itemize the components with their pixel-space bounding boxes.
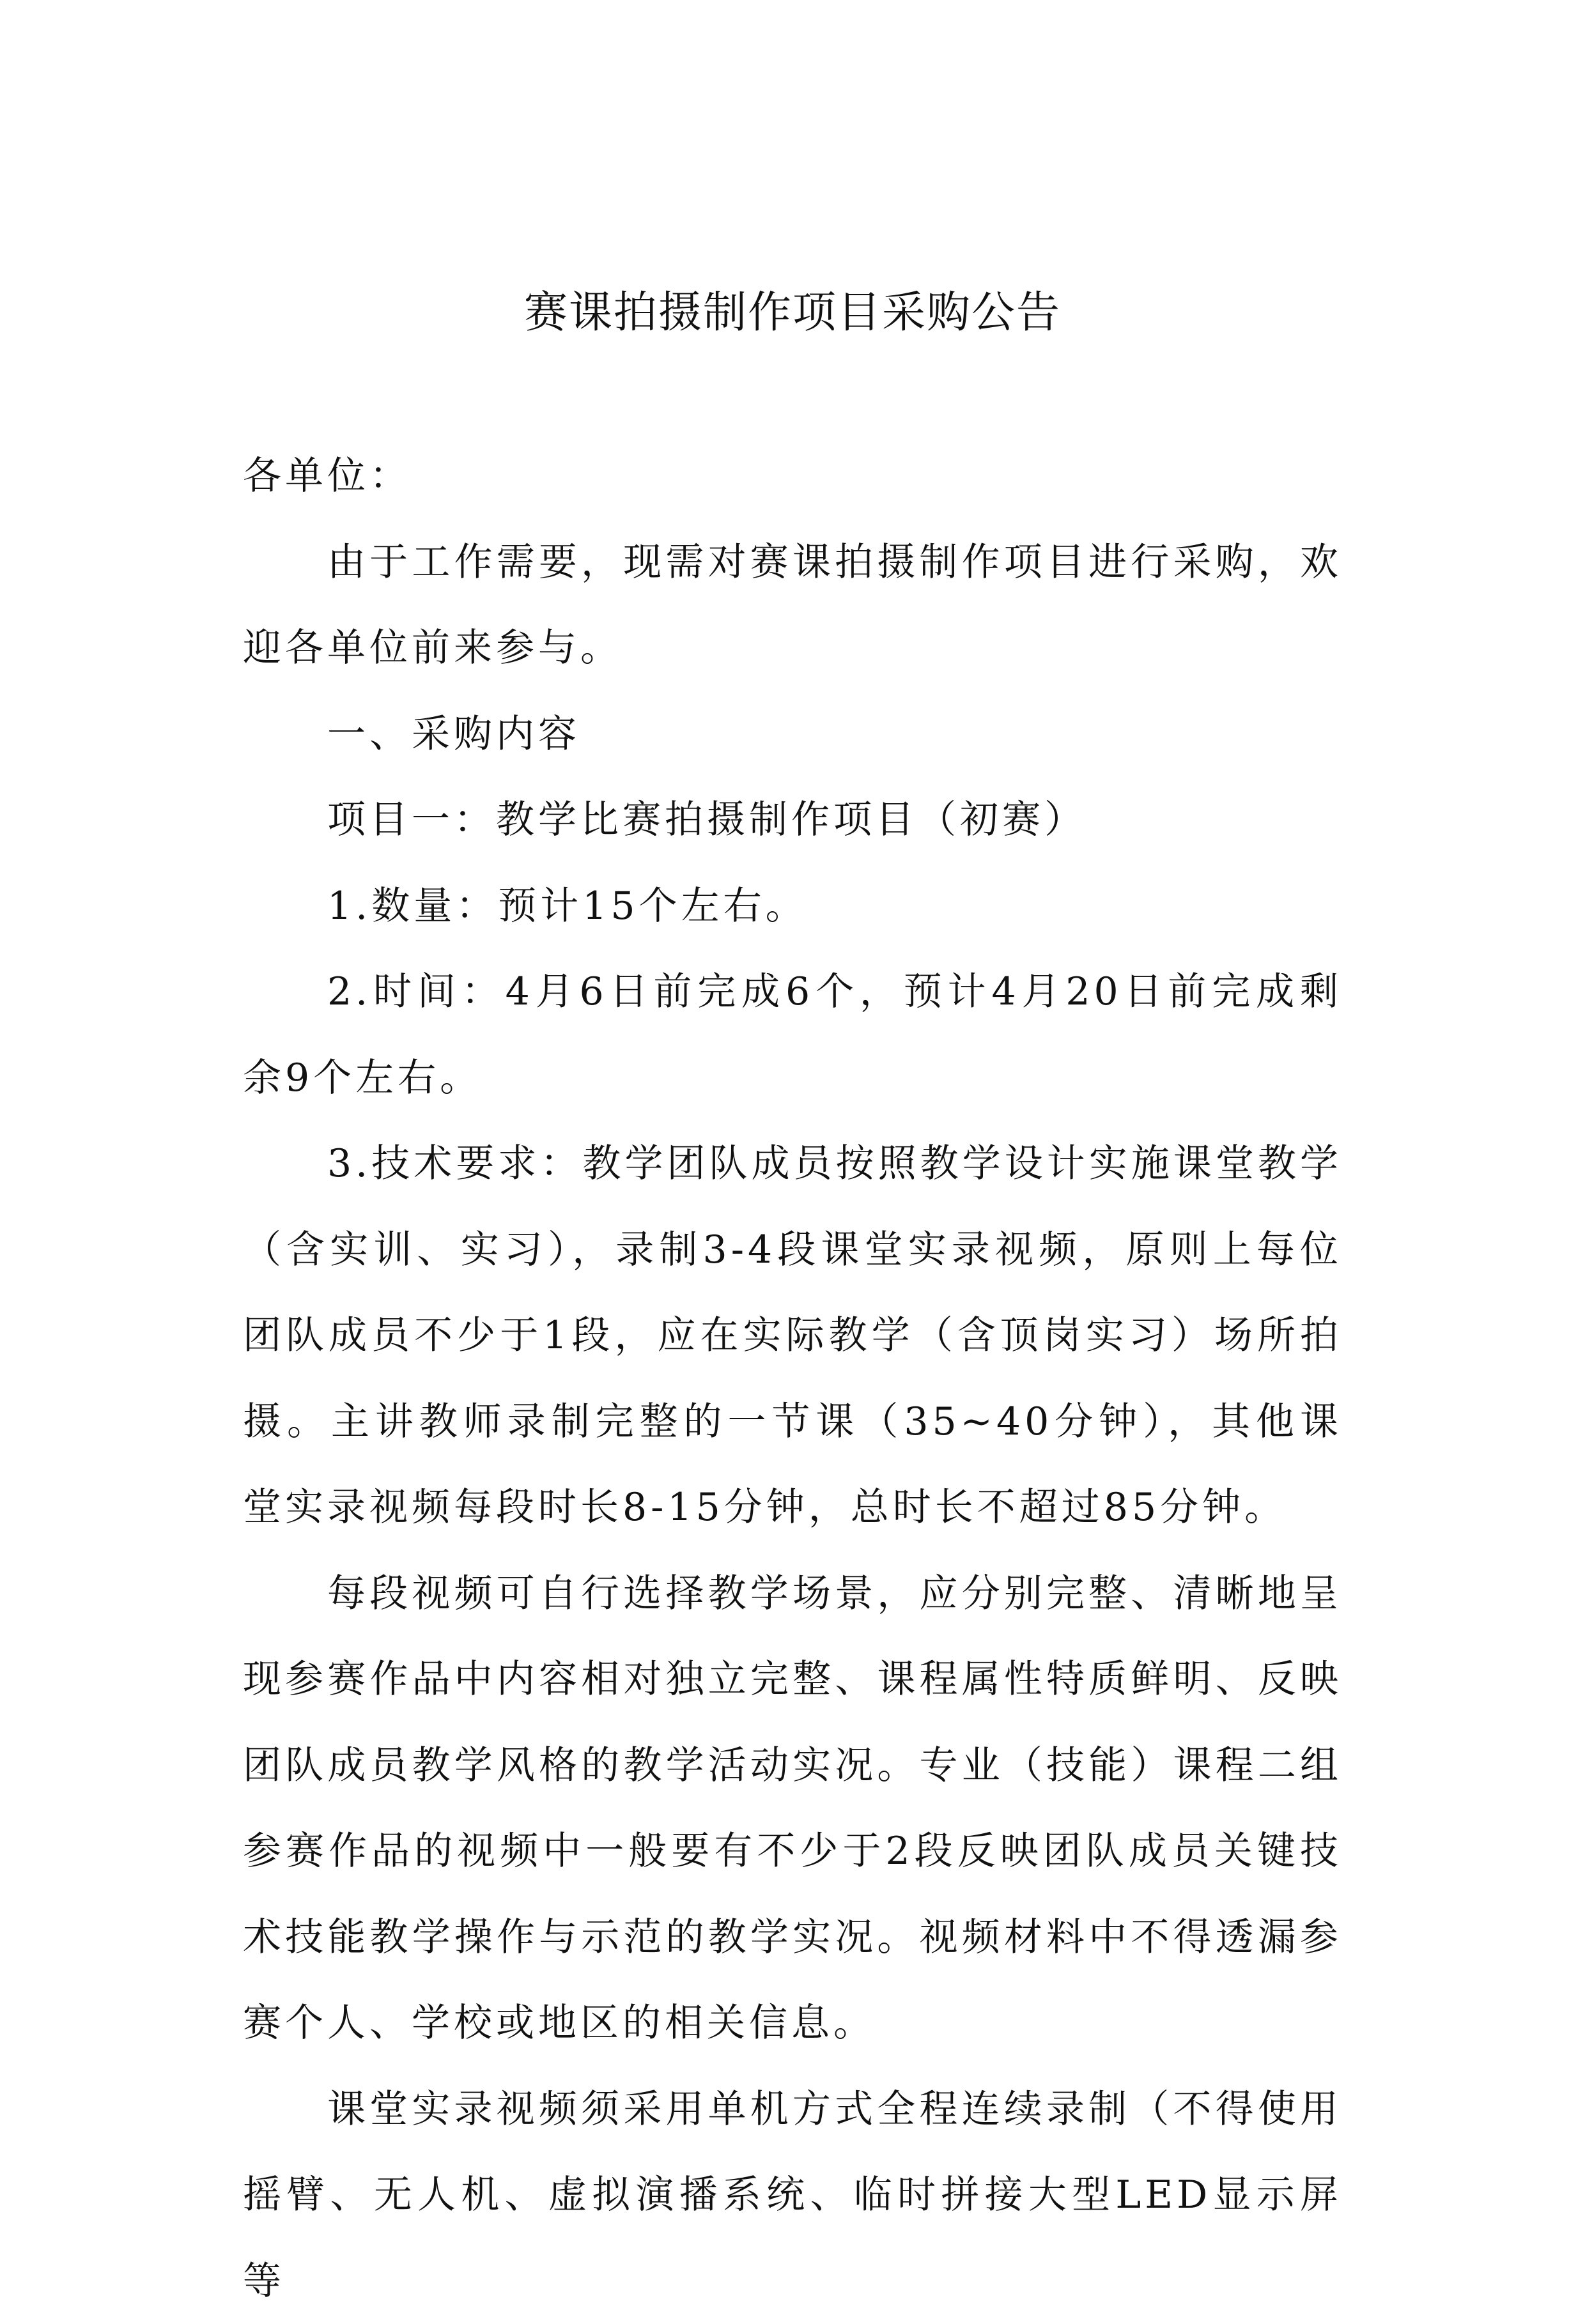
technical-requirements-item: 3.技术要求：教学团队成员按照教学设计实施课堂教学（含实训、实习），录制3-4段课堂实录视频，原则上每位团队成员不少于1段，应在实际教学（含顶岗实习）场所拍摄。主讲教师录制完整的一节课（35~40分钟），其他课堂实录视频每段时长8-15分钟，总时长不超过85分钟。 (243, 1121, 1342, 1551)
salutation: 各单位： (243, 433, 1342, 519)
video-scene-paragraph: 每段视频可自行选择教学场景，应分别完整、清晰地呈现参赛作品中内容相对独立完整、课程属性特质鲜明、反映团队成员教学风格的教学活动实况。专业（技能）课程二组参赛作品的视频中一般要有不少于2段反映团队成员关键技术技能教学操作与示范的教学实况。视频材料中不得透漏参赛个人、学校或地区的相关信息。 (243, 1551, 1342, 2066)
time-item: 2.时间：4月6日前完成6个，预计4月20日前完成剩余9个左右。 (243, 949, 1342, 1121)
section-heading: 一、采购内容 (243, 691, 1342, 778)
quantity-item: 1.数量：预计15个左右。 (243, 863, 1342, 950)
intro-paragraph: 由于工作需要，现需对赛课拍摄制作项目进行采购，欢迎各单位前来参与。 (243, 519, 1342, 691)
project-heading: 项目一：教学比赛拍摄制作项目（初赛） (243, 777, 1342, 863)
document-body (243, 433, 1342, 2324)
page-title: 赛课拍摄制作项目采购公告 (0, 281, 1585, 345)
recording-method-paragraph: 课堂实录视频须采用单机方式全程连续录制（不得使用摇臂、无人机、虚拟演播系统、临时拼接大型LED显示屏等 (243, 2066, 1342, 2324)
